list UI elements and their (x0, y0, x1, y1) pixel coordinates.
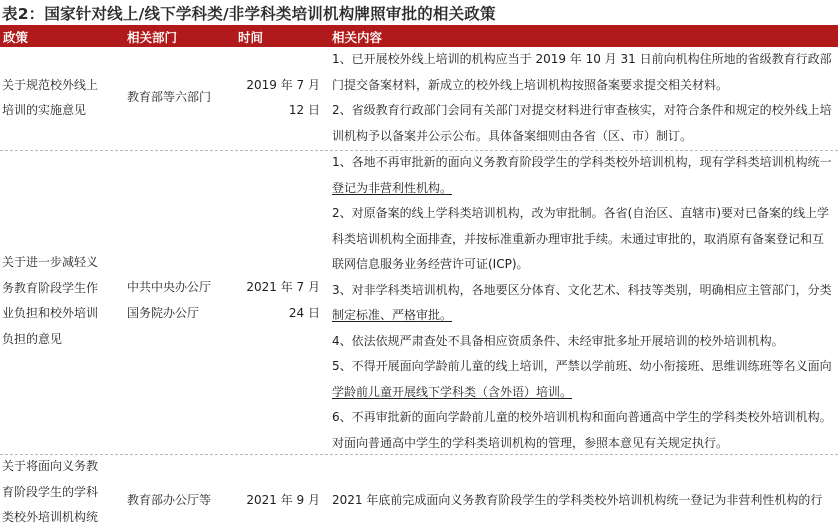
content-line: 门提交备案材料，新成立的校外线上培训机构按照备案要求提交相关材料。 (332, 77, 729, 92)
dept-cell (127, 85, 235, 111)
table-row (0, 47, 838, 149)
content-cell (332, 47, 834, 149)
policy-line: 务教育阶段学生作 (2, 280, 99, 295)
content-line: 1、各地不再审批新的面向义务教育阶段学生的学科类校外培训机构，现有学科类培训机构统一 (332, 155, 832, 169)
content-line: 3、对非学科类培训机构，各地要区分体育、文化艺术、科技等类别，明确相应主管部门，分类 (332, 282, 832, 297)
time-line: 2019 年 7 月 (246, 77, 320, 92)
policy-line: 关于将面向义务教 (2, 459, 99, 473)
policy-cell (2, 73, 122, 124)
content-cell (332, 488, 834, 514)
content-line: 训机构予以备案并公示公布。具体备案细则由各省（区、市）制订。 (332, 128, 693, 143)
policy-line: 育阶段学生的学科 (2, 484, 99, 499)
content-line: 科类培训机构全面排查，并按标准重新办理审批手续。未通过审批的，取消原有备案登记和互 (332, 231, 825, 246)
time-cell (238, 275, 320, 326)
time-cell (238, 488, 320, 514)
policy-line: 业负担和校外培训 (2, 306, 99, 320)
dept-cell (127, 488, 235, 514)
content-line: 学龄前儿童开展线下学科类（含外语）培训。 (332, 384, 573, 399)
policy-line: 关于进一步减轻义 (2, 255, 99, 269)
table-row (0, 454, 838, 524)
table-title: 表2：国家针对线上/线下学科类/非学科类培训机构牌照审批的相关政策 (2, 5, 496, 23)
content-line: 6、不再审批新的面向学龄前儿童的校外培训机构和面向普通高中学生的学科类校外培训机构。 (332, 410, 832, 424)
content-line: 2021 年底前完成面向义务教育阶段学生的学科类校外培训机构统一登记为非营利性机构的行 (332, 493, 823, 507)
policy-cell (2, 250, 122, 352)
table-row (0, 150, 838, 456)
content-line: 5、不得开展面向学龄前儿童的线上培训，严禁以学前班、幼小衔接班、思维训练班等名义面向 (332, 359, 832, 373)
time-line: 2021 年 7 月 (246, 280, 320, 294)
policy-line: 关于规范校外线上 (2, 77, 99, 92)
policy-cell (2, 454, 122, 531)
header-content: 相关内容 (332, 30, 383, 45)
dept-line: 教育部办公厅等 (127, 493, 212, 507)
header-policy: 政策 (3, 30, 29, 45)
header-dept: 相关部门 (127, 30, 178, 45)
content-line: 2、省级教育行政部门会同有关部门对提交材料进行审查核实，对符合条件和规定的校外线上培 (332, 103, 832, 117)
dept-line: 中共中央办公厅 (127, 280, 212, 294)
table-header (0, 25, 838, 47)
dept-line: 国务院办公厅 (127, 305, 200, 320)
content-cell (332, 150, 834, 456)
content-line: 登记为非营利性机构。 (332, 180, 453, 195)
content-line: 4、依法依规严肃查处不具备相应资质条件、未经审批多址开展培训的校外培训机构。 (332, 333, 784, 348)
dept-cell (127, 275, 235, 326)
content-line: 2、对原备案的线上学科类培训机构，改为审批制。各省(自治区、直辖市)要对已备案的线上学 (332, 206, 830, 220)
content-line: 1、已开展校外线上培训的机构应当于 2019 年 10 月 31 日前向机构住所地的省级教育行政部 (332, 52, 832, 66)
content-line: 联网信息服务业务经营许可证(ICP)。 (332, 257, 529, 271)
policy-line: 负担的意见 (2, 331, 63, 346)
content-line: 对面向普通高中学生的学科类培训机构的管理，参照本意见有关规定执行。 (332, 435, 729, 450)
time-line: 24 日 (288, 305, 320, 320)
time-line: 2021 年 9 月 (246, 493, 320, 507)
policy-line: 类校外培训机构统 (2, 510, 99, 524)
content-line: 制定标准、严格审批。 (332, 308, 453, 322)
time-line: 12 日 (288, 103, 320, 117)
time-cell (238, 73, 320, 124)
dept-line: 教育部等六部门 (127, 90, 212, 104)
header-time: 时间 (238, 30, 264, 45)
policy-line: 培训的实施意见 (2, 103, 87, 117)
